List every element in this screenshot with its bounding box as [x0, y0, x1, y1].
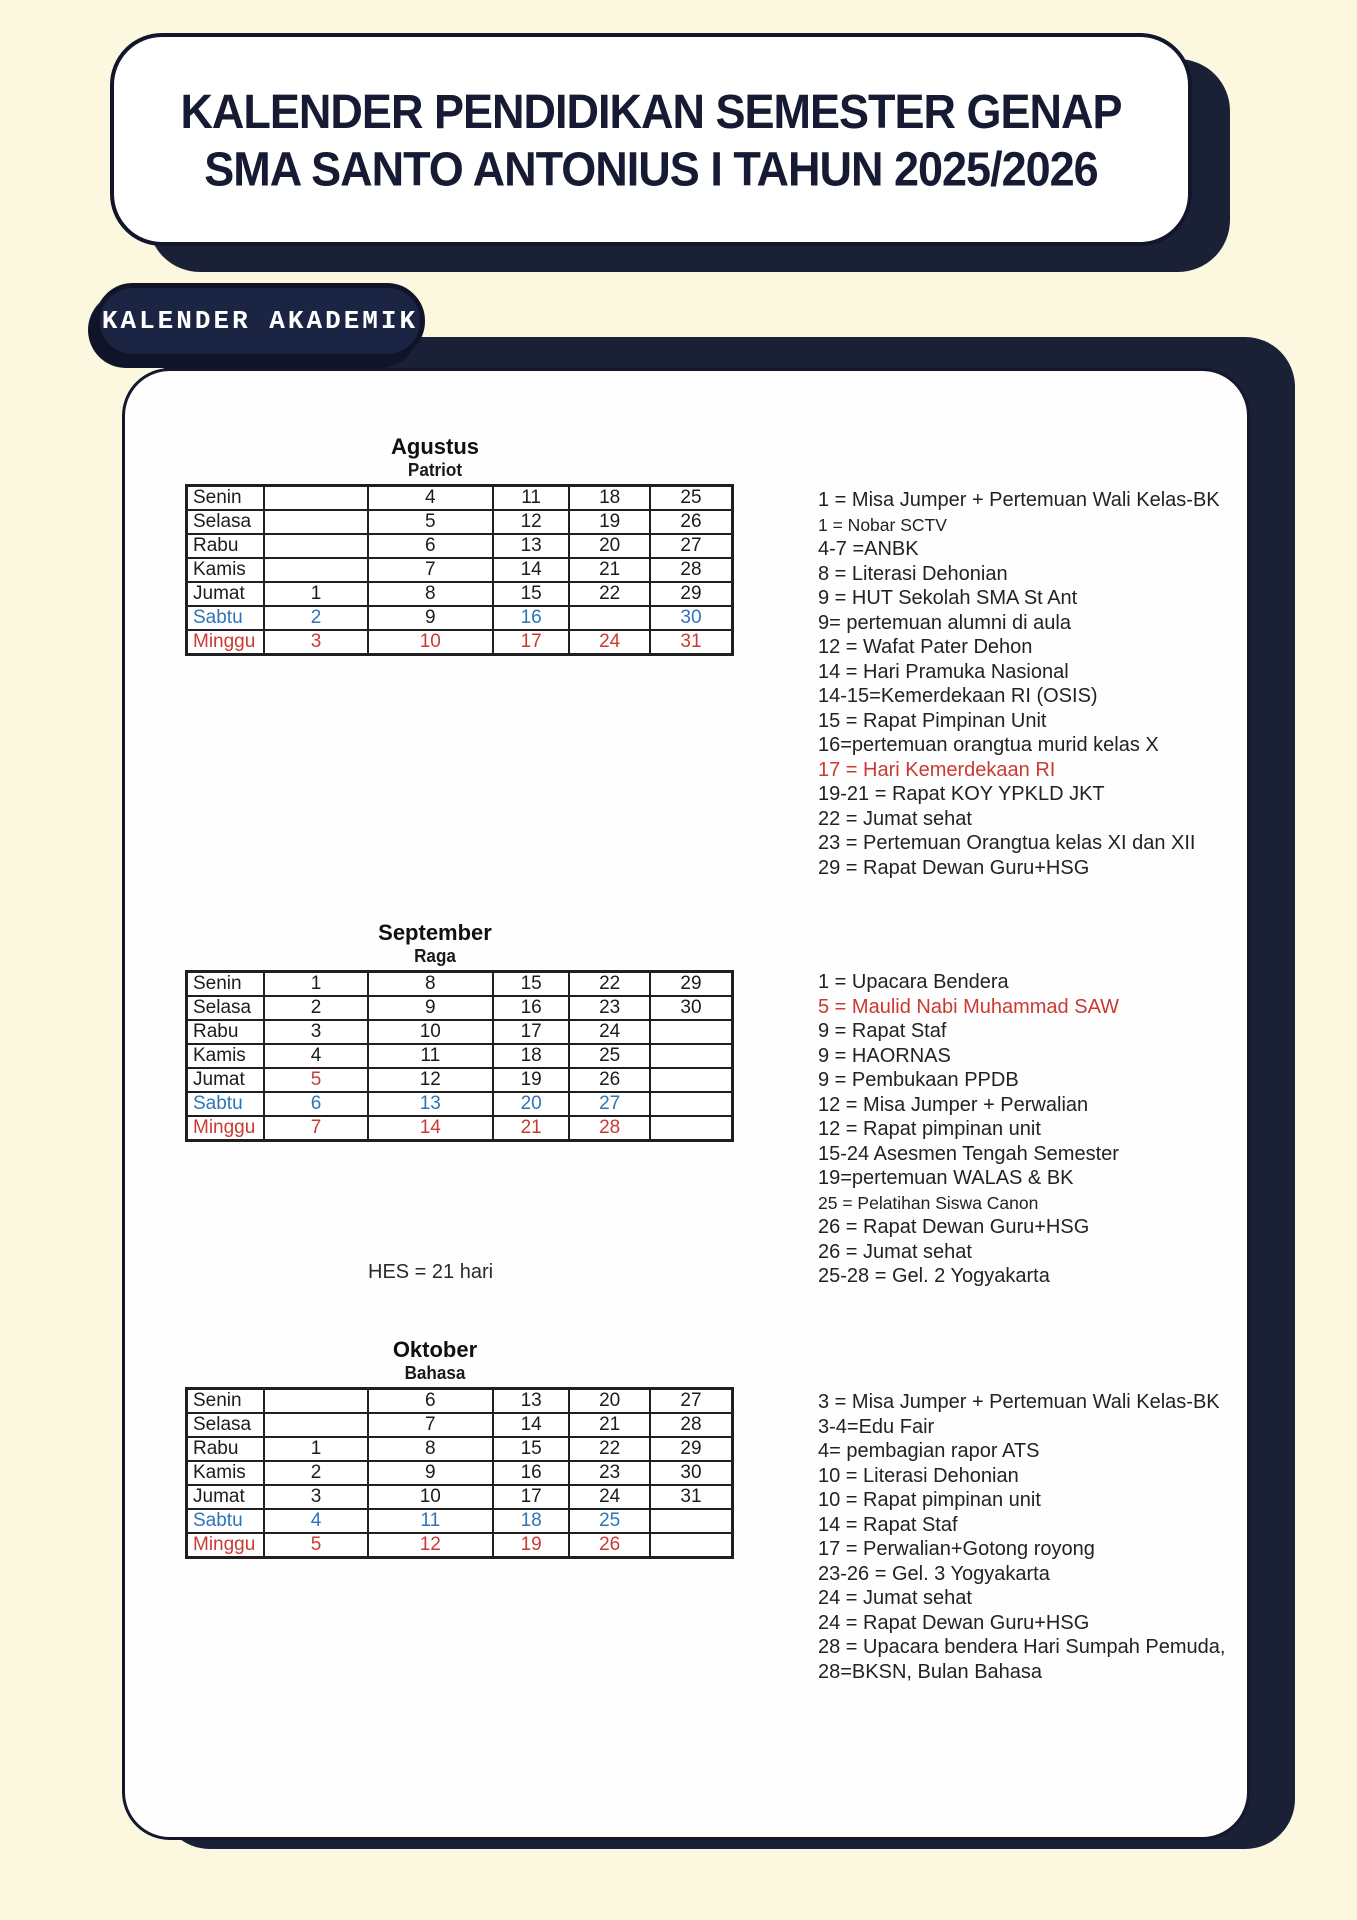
event-item: 19=pertemuan WALAS & BK: [818, 1167, 1074, 1189]
date-cell: 8: [368, 972, 493, 997]
date-cell: 13: [493, 1389, 570, 1414]
date-cell: 9: [368, 606, 493, 630]
event-item: 4= pembagian rapor ATS: [818, 1440, 1040, 1462]
date-cell: 1: [264, 582, 367, 606]
date-cell: 31: [650, 630, 733, 655]
event-item: 23-26 = Gel. 3 Yogyakarta: [818, 1562, 1050, 1585]
date-cell: 8: [368, 582, 493, 606]
date-cell: [264, 486, 367, 511]
day-label: Selasa: [187, 510, 265, 534]
date-cell: 14: [493, 558, 570, 582]
date-cell: 7: [368, 1413, 493, 1437]
date-cell: 29: [650, 582, 733, 606]
date-cell: 17: [493, 1020, 570, 1044]
month-title: September: [378, 920, 492, 945]
date-cell: 20: [493, 1092, 570, 1116]
date-cell: [650, 1068, 733, 1092]
date-cell: 17: [493, 1485, 570, 1509]
table-row: [187, 1020, 733, 1044]
events-list-september: [818, 970, 1318, 1289]
date-cell: 17: [493, 630, 570, 655]
date-cell: 6: [368, 534, 493, 558]
table-row: [187, 1533, 733, 1558]
table-row: [187, 996, 733, 1020]
date-cell: 27: [569, 1092, 650, 1116]
page-title-line2: SMA SANTO ANTONIUS I TAHUN 2025/2026: [204, 140, 1098, 196]
event-item: 10 = Rapat pimpinan unit: [818, 1489, 1041, 1511]
month-subtitle: Patriot: [407, 460, 463, 480]
date-cell: 13: [368, 1092, 493, 1116]
month-block-agustus: [185, 434, 734, 656]
event-item: 25-28 = Gel. 2 Yogyakarta: [818, 1265, 1050, 1287]
date-cell: 8: [368, 1437, 493, 1461]
day-label: Rabu: [187, 1437, 265, 1461]
event-item: 1 = Nobar SCTV: [818, 514, 947, 535]
date-cell: 20: [569, 1389, 650, 1414]
date-cell: 15: [493, 1437, 570, 1461]
date-cell: 16: [493, 606, 570, 630]
event-item: 3-4=Edu Fair: [818, 1415, 935, 1438]
date-cell: [650, 1092, 733, 1116]
event-item: 24 = Rapat Dewan Guru+HSG: [818, 1611, 1090, 1634]
date-cell: 25: [650, 486, 733, 511]
event-item: 12 = Rapat pimpinan unit: [818, 1118, 1041, 1140]
date-cell: [264, 534, 367, 558]
day-label: Rabu: [187, 534, 265, 558]
table-row: [187, 1068, 733, 1092]
day-label: Minggu: [187, 1116, 265, 1141]
date-cell: 1: [264, 972, 367, 997]
month-block-oktober: [185, 1337, 734, 1559]
date-cell: 12: [493, 510, 570, 534]
date-cell: 12: [368, 1068, 493, 1092]
date-cell: 29: [650, 1437, 733, 1461]
hes-note: HES = 21 hari: [368, 1261, 494, 1283]
event-item: 9 = Pembukaan PPDB: [818, 1069, 1019, 1091]
day-label: Sabtu: [187, 1509, 265, 1533]
date-cell: 22: [569, 972, 650, 997]
event-item: 12 = Misa Jumper + Perwalian: [818, 1093, 1089, 1116]
day-label: Sabtu: [187, 606, 265, 630]
date-cell: [264, 510, 367, 534]
date-cell: 24: [569, 1485, 650, 1509]
table-row: [187, 582, 733, 606]
date-cell: 13: [493, 534, 570, 558]
event-item: 17 = Hari Kemerdekaan RI: [818, 758, 1056, 781]
date-cell: 2: [264, 996, 367, 1020]
date-cell: 21: [569, 558, 650, 582]
date-cell: 26: [569, 1068, 650, 1092]
day-label: Rabu: [187, 1020, 265, 1044]
date-cell: 11: [493, 486, 570, 511]
calendar-table: [185, 1387, 734, 1559]
date-cell: 7: [368, 558, 493, 582]
date-cell: 30: [650, 996, 733, 1020]
date-cell: 21: [493, 1116, 570, 1141]
section-badge-label: KALENDER AKADEMIK: [101, 306, 419, 336]
event-item: 5 = Maulid Nabi Muhammad SAW: [818, 995, 1120, 1018]
date-cell: 9: [368, 996, 493, 1020]
event-item: 1 = Misa Jumper + Pertemuan Wali Kelas-BK: [818, 489, 1220, 511]
day-label: Kamis: [187, 1461, 265, 1485]
date-cell: 10: [368, 630, 493, 655]
event-item: 15 = Rapat Pimpinan Unit: [818, 709, 1047, 732]
date-cell: 9: [368, 1461, 493, 1485]
day-label: Senin: [187, 1389, 265, 1414]
table-row: [187, 972, 733, 997]
event-item: 14-15=Kemerdekaan RI (OSIS): [818, 685, 1098, 707]
event-item: 26 = Rapat Dewan Guru+HSG: [818, 1216, 1090, 1238]
event-item: 14 = Rapat Staf: [818, 1513, 958, 1536]
date-cell: [264, 558, 367, 582]
table-row: [187, 1509, 733, 1533]
date-cell: 22: [569, 582, 650, 606]
date-cell: 3: [264, 630, 367, 655]
event-item: 19-21 = Rapat KOY YPKLD JKT: [818, 783, 1105, 805]
date-cell: 12: [368, 1533, 493, 1558]
event-item: 14 = Hari Pramuka Nasional: [818, 660, 1069, 683]
date-cell: [650, 1116, 733, 1141]
date-cell: 4: [264, 1509, 367, 1533]
event-item: 29 = Rapat Dewan Guru+HSG: [818, 856, 1090, 879]
date-cell: 28: [569, 1116, 650, 1141]
day-label: Minggu: [187, 1533, 265, 1558]
month-block-september: [185, 920, 734, 1142]
date-cell: 7: [264, 1116, 367, 1141]
day-label: Sabtu: [187, 1092, 265, 1116]
date-cell: 29: [650, 972, 733, 997]
table-row: [187, 486, 733, 511]
date-cell: 19: [493, 1068, 570, 1092]
day-label: Jumat: [187, 582, 265, 606]
event-item: 8 = Literasi Dehonian: [818, 562, 1008, 585]
day-label: Kamis: [187, 558, 265, 582]
date-cell: 21: [569, 1413, 650, 1437]
table-row: [187, 1485, 733, 1509]
date-cell: 11: [368, 1509, 493, 1533]
event-item: 9 = HAORNAS: [818, 1044, 951, 1067]
event-item: 9= pertemuan alumni di aula: [818, 611, 1071, 634]
date-cell: 15: [493, 972, 570, 997]
event-item: 25 = Pelatihan Siswa Canon: [818, 1192, 1039, 1213]
date-cell: 5: [264, 1533, 367, 1558]
table-row: [187, 510, 733, 534]
month-subtitle: Bahasa: [404, 1363, 466, 1383]
date-cell: 18: [569, 486, 650, 511]
day-label: Senin: [187, 486, 265, 511]
table-row: [187, 1092, 733, 1116]
date-cell: 3: [264, 1485, 367, 1509]
table-row: [187, 558, 733, 582]
date-cell: 19: [569, 510, 650, 534]
date-cell: 2: [264, 1461, 367, 1485]
month-title: Agustus: [391, 434, 479, 459]
date-cell: 2: [264, 606, 367, 630]
date-cell: [264, 1413, 367, 1437]
date-cell: 14: [493, 1413, 570, 1437]
table-row: [187, 1461, 733, 1485]
event-item: 16=pertemuan orangtua murid kelas X: [818, 734, 1159, 756]
date-cell: [264, 1389, 367, 1414]
date-cell: [650, 1020, 733, 1044]
title-card: [110, 33, 1192, 246]
day-label: Senin: [187, 972, 265, 997]
day-label: Selasa: [187, 996, 265, 1020]
date-cell: 26: [650, 510, 733, 534]
date-cell: 14: [368, 1116, 493, 1141]
calendar-table: [185, 484, 734, 656]
table-row: [187, 1413, 733, 1437]
date-cell: 25: [569, 1509, 650, 1533]
event-item: 4-7 =ANBK: [818, 538, 919, 560]
events-list-agustus: [818, 488, 1318, 880]
event-item: 3 = Misa Jumper + Pertemuan Wali Kelas-BK: [818, 1391, 1220, 1413]
date-cell: 25: [569, 1044, 650, 1068]
table-row: [187, 1116, 733, 1141]
date-cell: 4: [368, 486, 493, 511]
date-cell: 3: [264, 1020, 367, 1044]
date-cell: 10: [368, 1020, 493, 1044]
date-cell: [569, 606, 650, 630]
date-cell: 24: [569, 1020, 650, 1044]
date-cell: [650, 1509, 733, 1533]
event-item: 15-24 Asesmen Tengah Semester: [818, 1142, 1119, 1165]
table-row: [187, 1437, 733, 1461]
date-cell: 18: [493, 1509, 570, 1533]
event-item: 9 = Rapat Staf: [818, 1020, 947, 1042]
event-item: 9 = HUT Sekolah SMA St Ant: [818, 587, 1078, 609]
date-cell: 22: [569, 1437, 650, 1461]
day-label: Minggu: [187, 630, 265, 655]
table-row: [187, 1389, 733, 1414]
date-cell: 23: [569, 996, 650, 1020]
section-badge: [95, 283, 425, 359]
day-label: Jumat: [187, 1068, 265, 1092]
date-cell: 16: [493, 1461, 570, 1485]
date-cell: [650, 1044, 733, 1068]
date-cell: 27: [650, 534, 733, 558]
date-cell: 24: [569, 630, 650, 655]
event-item: 1 = Upacara Bendera: [818, 971, 1009, 993]
date-cell: 5: [368, 510, 493, 534]
date-cell: 23: [569, 1461, 650, 1485]
table-row: [187, 534, 733, 558]
page-title: [180, 82, 1121, 196]
table-row: [187, 630, 733, 655]
date-cell: 30: [650, 1461, 733, 1485]
month-title: Oktober: [392, 1337, 478, 1362]
event-item: 26 = Jumat sehat: [818, 1240, 972, 1263]
month-subtitle: Raga: [414, 946, 456, 966]
day-label: Selasa: [187, 1413, 265, 1437]
event-item: 28 = Upacara bendera Hari Sumpah Pemuda,: [818, 1636, 1226, 1658]
date-cell: 31: [650, 1485, 733, 1509]
date-cell: [650, 1533, 733, 1558]
date-cell: 6: [368, 1389, 493, 1414]
event-item: 17 = Perwalian+Gotong royong: [818, 1538, 1095, 1560]
event-item: 23 = Pertemuan Orangtua kelas XI dan XII: [818, 832, 1196, 854]
date-cell: 10: [368, 1485, 493, 1509]
event-item: 12 = Wafat Pater Dehon: [818, 636, 1033, 658]
table-row: [187, 1044, 733, 1068]
events-list-oktober: [818, 1390, 1318, 1684]
calendar-table: [185, 970, 734, 1142]
day-label: Kamis: [187, 1044, 265, 1068]
date-cell: 18: [493, 1044, 570, 1068]
page-title-line1: KALENDER PENDIDIKAN SEMESTER GENAP: [180, 83, 1122, 139]
date-cell: 19: [493, 1533, 570, 1558]
date-cell: 16: [493, 996, 570, 1020]
date-cell: 15: [493, 582, 570, 606]
date-cell: 5: [264, 1068, 367, 1092]
date-cell: 4: [264, 1044, 367, 1068]
date-cell: 28: [650, 1413, 733, 1437]
event-item: 28=BKSN, Bulan Bahasa: [818, 1660, 1043, 1683]
date-cell: 20: [569, 534, 650, 558]
day-label: Jumat: [187, 1485, 265, 1509]
date-cell: 1: [264, 1437, 367, 1461]
date-cell: 11: [368, 1044, 493, 1068]
table-row: [187, 606, 733, 630]
event-item: 22 = Jumat sehat: [818, 807, 972, 830]
event-item: 10 = Literasi Dehonian: [818, 1464, 1019, 1487]
date-cell: 28: [650, 558, 733, 582]
date-cell: 6: [264, 1092, 367, 1116]
date-cell: 26: [569, 1533, 650, 1558]
event-item: 24 = Jumat sehat: [818, 1587, 972, 1609]
date-cell: 27: [650, 1389, 733, 1414]
date-cell: 30: [650, 606, 733, 630]
